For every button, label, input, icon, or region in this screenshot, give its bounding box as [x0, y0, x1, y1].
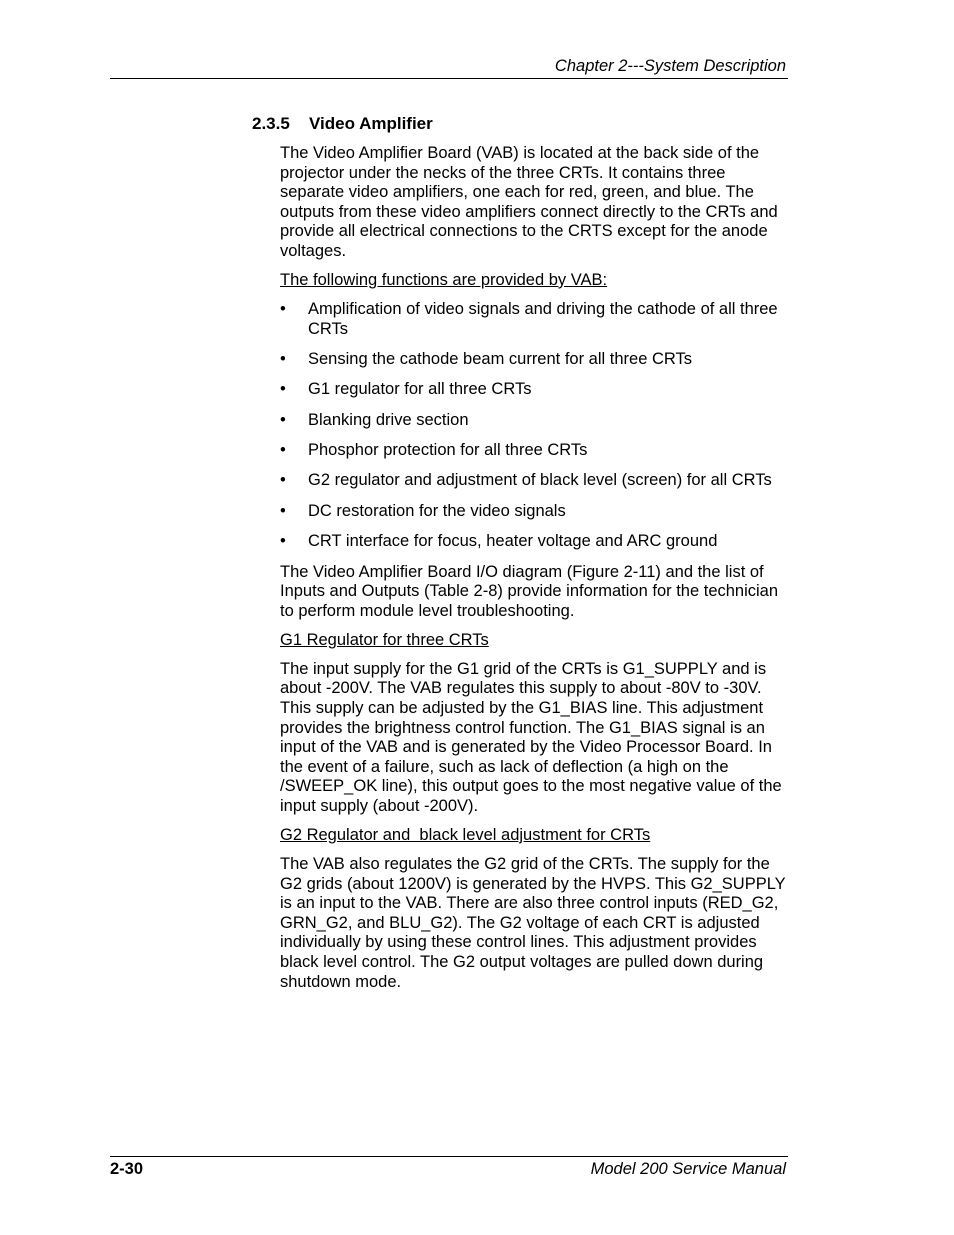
bullet-icon: • — [280, 532, 286, 551]
list-item: • Phosphor protection for all three CRTs — [280, 441, 588, 460]
page-header — [110, 56, 788, 79]
g1-paragraph: The input supply for the G1 grid of the CRTs is G1_SUPPLY and is about -200V. The VAB regulates this supply to about -80V to -30V. This supply can be adjusted by the G1_BIAS line. This adjustment provides the brightness control function. The G1_BIAS signal is an input of the VAB and is generated by the Video Processor Board. In the event of a failure, such as lack of deflection (a high on the /SWEEP_OK line), this output goes to the most negative value of the input supply (about -200V). — [280, 659, 782, 815]
bullet-icon: • — [280, 410, 286, 429]
section-heading — [252, 114, 433, 134]
section-title: Video Amplifier — [309, 114, 433, 133]
list-item: • G1 regulator for all three CRTs — [280, 380, 532, 399]
manual-title: Model 200 Service Manual — [590, 1160, 786, 1178]
g2-paragraph: The VAB also regulates the G2 grid of the CRTs. The supply for the G2 grids (about 1200V) is generated by the HVPS. This G2_SUPPLY is an input to the VAB. There are also three control inputs (RED_G2, GRN_G2, and BLU_G2). The G2 voltage of each CRT is adjusted individually by using these control lines. This adjustment provides black level control. The G2 output voltages are pulled down during shutdown mode. — [280, 854, 786, 991]
list-item: • Sensing the cathode beam current for all three CRTs — [280, 349, 692, 368]
functions-heading: The following functions are provided by VAB: — [280, 270, 608, 289]
g1-heading: G1 Regulator for three CRTs — [280, 630, 489, 649]
list-item: • G2 regulator and adjustment of black level (screen) for all CRTs — [280, 471, 772, 490]
g2-heading: G2 Regulator and black level adjustment for CRTs — [280, 825, 651, 844]
page-footer — [110, 1156, 788, 1183]
bullet-icon: • — [280, 471, 286, 490]
bullet-icon: • — [280, 299, 286, 318]
body-content — [280, 144, 790, 1001]
functions-list — [280, 300, 790, 552]
list-item: • CRT interface for focus, heater voltage and ARC ground — [280, 532, 718, 551]
bullet-icon: • — [280, 501, 286, 520]
list-item: • Amplification of video signals and driving the cathode of all three CRTs — [280, 299, 778, 338]
list-item: • DC restoration for the video signals — [280, 501, 566, 520]
section-number: 2.3.5 — [252, 114, 290, 133]
bullet-icon: • — [280, 380, 286, 399]
chapter-title: Chapter 2---System Description — [554, 57, 786, 75]
intro-paragraph: The Video Amplifier Board (VAB) is located at the back side of the projector under the necks of the three CRTs. It contains three separate video amplifiers, one each for red, green, and blue. The outputs from these video amplifiers connect directly to the CRTs and provide all electrical connections to the CRTS except for the anode voltages. — [280, 144, 778, 260]
bullet-icon: • — [280, 441, 286, 460]
list-item: • Blanking drive section — [280, 410, 469, 429]
page-number: 2-30 — [110, 1160, 144, 1178]
bullet-icon: • — [280, 349, 286, 368]
io-paragraph: The Video Amplifier Board I/O diagram (Figure 2-11) and the list of Inputs and Outputs (Table 2-8) provide information for the technician to perform module level troubleshooting. — [280, 562, 779, 620]
